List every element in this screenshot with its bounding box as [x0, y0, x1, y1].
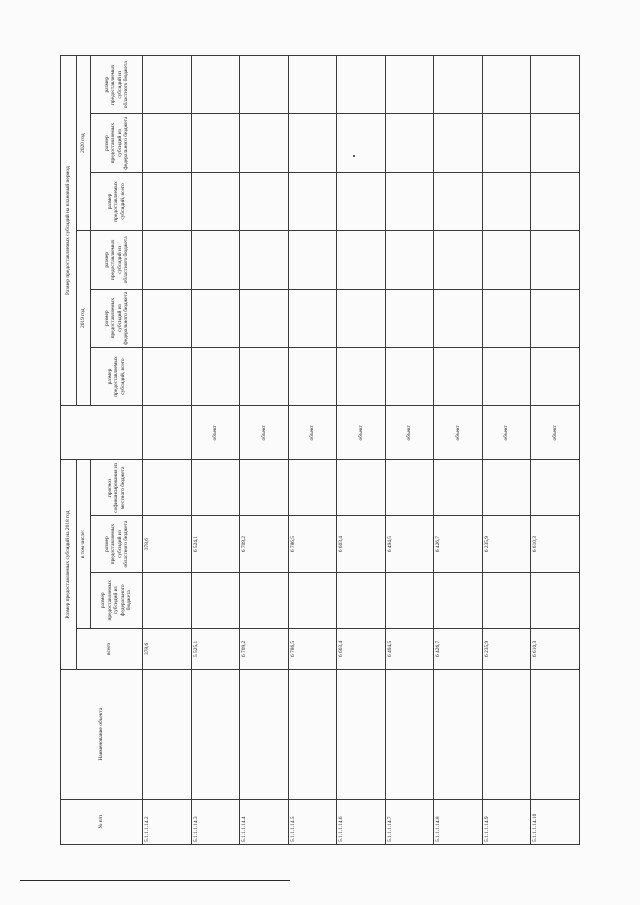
row-name: [288, 669, 337, 799]
row-total: 6 786,5: [288, 628, 337, 669]
row-number: 5.1.1.1.14.7: [385, 799, 434, 844]
row-2019-reg: [191, 231, 240, 289]
row-2020-total: [240, 172, 289, 230]
row-2019-reg: [385, 231, 434, 289]
row-number: 5.1.1.1.14.2: [143, 799, 192, 844]
header-2018-group: Размер предоставляемых субсидий на 2018 год: [61, 460, 77, 670]
row-2020-fed: [143, 114, 192, 172]
row-unit: объект: [482, 406, 531, 460]
row-total: 6 235,9: [482, 628, 531, 669]
row-share: [434, 460, 483, 516]
subsidy-table: [60, 55, 580, 845]
table-row: [240, 56, 289, 845]
row-2019-total: [434, 347, 483, 405]
row-2019-reg: [240, 231, 289, 289]
row-number: 5.1.1.1.14.5: [288, 799, 337, 844]
row-reg: 6 610,3: [531, 516, 580, 572]
subsidy-table-rotated: [60, 55, 580, 845]
row-2019-total: [288, 347, 337, 405]
row-share: [482, 460, 531, 516]
header-2018-fed: размер предоставляемых субсидий из федерального бюджета: [91, 572, 143, 628]
row-number: 5.1.1.1.14.8: [434, 799, 483, 844]
header-2018-total: всего: [77, 628, 143, 669]
row-2020-total: [191, 172, 240, 230]
row-total: 6 494,5: [385, 628, 434, 669]
table-row: [482, 56, 531, 845]
row-2020-total: [337, 172, 386, 230]
row-2020-fed: [240, 114, 289, 172]
row-2020-fed: [434, 114, 483, 172]
row-number: 5.1.1.1.14.9: [482, 799, 531, 844]
header-2019-fed: размер предоставляемых субсидий из федерального бюджета: [91, 289, 143, 347]
row-fed: [288, 572, 337, 628]
header-unit: [61, 406, 143, 460]
row-2019-fed: [337, 289, 386, 347]
row-name: [191, 669, 240, 799]
header-2020-total: размер предоставляемых субсидий, всего: [91, 172, 143, 230]
row-2019-fed: [531, 289, 580, 347]
row-name: [482, 669, 531, 799]
row-total: 6 709,2: [240, 628, 289, 669]
row-unit: объект: [337, 406, 386, 460]
scan-speck: [353, 155, 355, 157]
row-share: [385, 460, 434, 516]
table-row: [337, 56, 386, 845]
row-2020-fed: [288, 114, 337, 172]
row-reg: 6 235,9: [482, 516, 531, 572]
row-2019-total: [531, 347, 580, 405]
row-fed: [337, 572, 386, 628]
row-fed: [434, 572, 483, 628]
header-2019-total: размер предоставляемых субсидий, всего: [91, 347, 143, 405]
table-row: [385, 56, 434, 845]
row-fed: [143, 572, 192, 628]
row-name: [337, 669, 386, 799]
header-2019-reg: размер предоставляемых субсидий из областного бюджета: [91, 231, 143, 289]
row-2020-total: [531, 172, 580, 230]
row-unit: объект: [191, 406, 240, 460]
header-2018-share: прогноз софинансирования из местного бюджета: [91, 460, 143, 516]
row-unit: объект: [240, 406, 289, 460]
row-name: [531, 669, 580, 799]
header-name: Наименование объекта: [61, 669, 143, 799]
row-total: 6 603,4: [337, 628, 386, 669]
header-future-group: Размер предоставляемых субсидий на плановый период: [61, 56, 77, 406]
row-2020-total: [143, 172, 192, 230]
row-2019-total: [143, 347, 192, 405]
row-unit: объект: [531, 406, 580, 460]
row-2019-reg: [531, 231, 580, 289]
row-2020-fed: [482, 114, 531, 172]
header-2018-incl: в том числе:: [77, 460, 91, 629]
row-2020-fed: [337, 114, 386, 172]
row-reg: 6 426,7: [434, 516, 483, 572]
row-2020-reg: [143, 56, 192, 114]
row-2019-fed: [288, 289, 337, 347]
table-row: [143, 56, 192, 845]
row-2019-reg: [337, 231, 386, 289]
row-2020-total: [385, 172, 434, 230]
page-bottom-rule: [20, 880, 290, 881]
row-2019-total: [337, 347, 386, 405]
row-2019-fed: [143, 289, 192, 347]
row-total: 5 525,1: [191, 628, 240, 669]
row-2020-fed: [531, 114, 580, 172]
row-number: 5.1.1.1.14.4: [240, 799, 289, 844]
row-2019-reg: [143, 231, 192, 289]
header-no: № п/п: [61, 799, 143, 844]
row-2019-reg: [482, 231, 531, 289]
row-total: 6 610,3: [531, 628, 580, 669]
header-2020-fed: размер предоставляемых субсидий из федерального бюджета: [91, 114, 143, 172]
row-share: [143, 460, 192, 516]
row-name: [434, 669, 483, 799]
row-share: [191, 460, 240, 516]
row-unit: объект: [385, 406, 434, 460]
row-unit: [143, 406, 192, 460]
row-number: 5.1.1.1.14.6: [337, 799, 386, 844]
row-name: [240, 669, 289, 799]
row-fed: [531, 572, 580, 628]
row-2020-reg: [337, 56, 386, 114]
row-name: [385, 669, 434, 799]
row-reg: 6 786,5: [288, 516, 337, 572]
row-2020-total: [482, 172, 531, 230]
header-2018-reg: размер предоставляемых субсидий из областного бюджета: [91, 516, 143, 572]
row-2020-reg: [385, 56, 434, 114]
row-fed: [385, 572, 434, 628]
row-2020-reg: [482, 56, 531, 114]
row-number: 5.1.1.1.14.3: [191, 799, 240, 844]
row-2020-total: [434, 172, 483, 230]
row-total: 378,6: [143, 628, 192, 669]
row-2020-reg: [531, 56, 580, 114]
row-2019-total: [240, 347, 289, 405]
row-unit: объект: [434, 406, 483, 460]
table-row: [434, 56, 483, 845]
row-total: 6 426,7: [434, 628, 483, 669]
row-2020-fed: [191, 114, 240, 172]
row-share: [337, 460, 386, 516]
table-row: [288, 56, 337, 845]
row-2019-reg: [434, 231, 483, 289]
header-2019: 2019 год: [77, 231, 91, 406]
row-2019-total: [191, 347, 240, 405]
row-2019-reg: [288, 231, 337, 289]
row-fed: [482, 572, 531, 628]
row-2019-fed: [385, 289, 434, 347]
row-2019-fed: [191, 289, 240, 347]
row-fed: [240, 572, 289, 628]
row-reg: 378,6: [143, 516, 192, 572]
row-2019-total: [482, 347, 531, 405]
row-name: [143, 669, 192, 799]
header-2020-reg: размер предоставляемых субсидий из областного бюджета: [91, 56, 143, 114]
row-reg: 6 524,1: [191, 516, 240, 572]
row-reg: 6 603,4: [337, 516, 386, 572]
table-row: [191, 56, 240, 845]
row-reg: 6 709,2: [240, 516, 289, 572]
row-2020-reg: [191, 56, 240, 114]
row-2019-fed: [482, 289, 531, 347]
row-reg: 6 494,5: [385, 516, 434, 572]
row-2020-reg: [288, 56, 337, 114]
row-share: [240, 460, 289, 516]
row-share: [288, 460, 337, 516]
row-2020-reg: [240, 56, 289, 114]
row-2019-fed: [240, 289, 289, 347]
row-2019-total: [385, 347, 434, 405]
row-2020-total: [288, 172, 337, 230]
row-share: [531, 460, 580, 516]
row-2020-fed: [385, 114, 434, 172]
row-2020-reg: [434, 56, 483, 114]
row-unit: объект: [288, 406, 337, 460]
row-number: 5.1.1.1.14.10: [531, 799, 580, 844]
header-2020: 2020 год: [77, 56, 91, 231]
rotated-table-wrapper: [60, 55, 580, 845]
table-row: [531, 56, 580, 845]
row-2019-fed: [434, 289, 483, 347]
row-fed: [191, 572, 240, 628]
